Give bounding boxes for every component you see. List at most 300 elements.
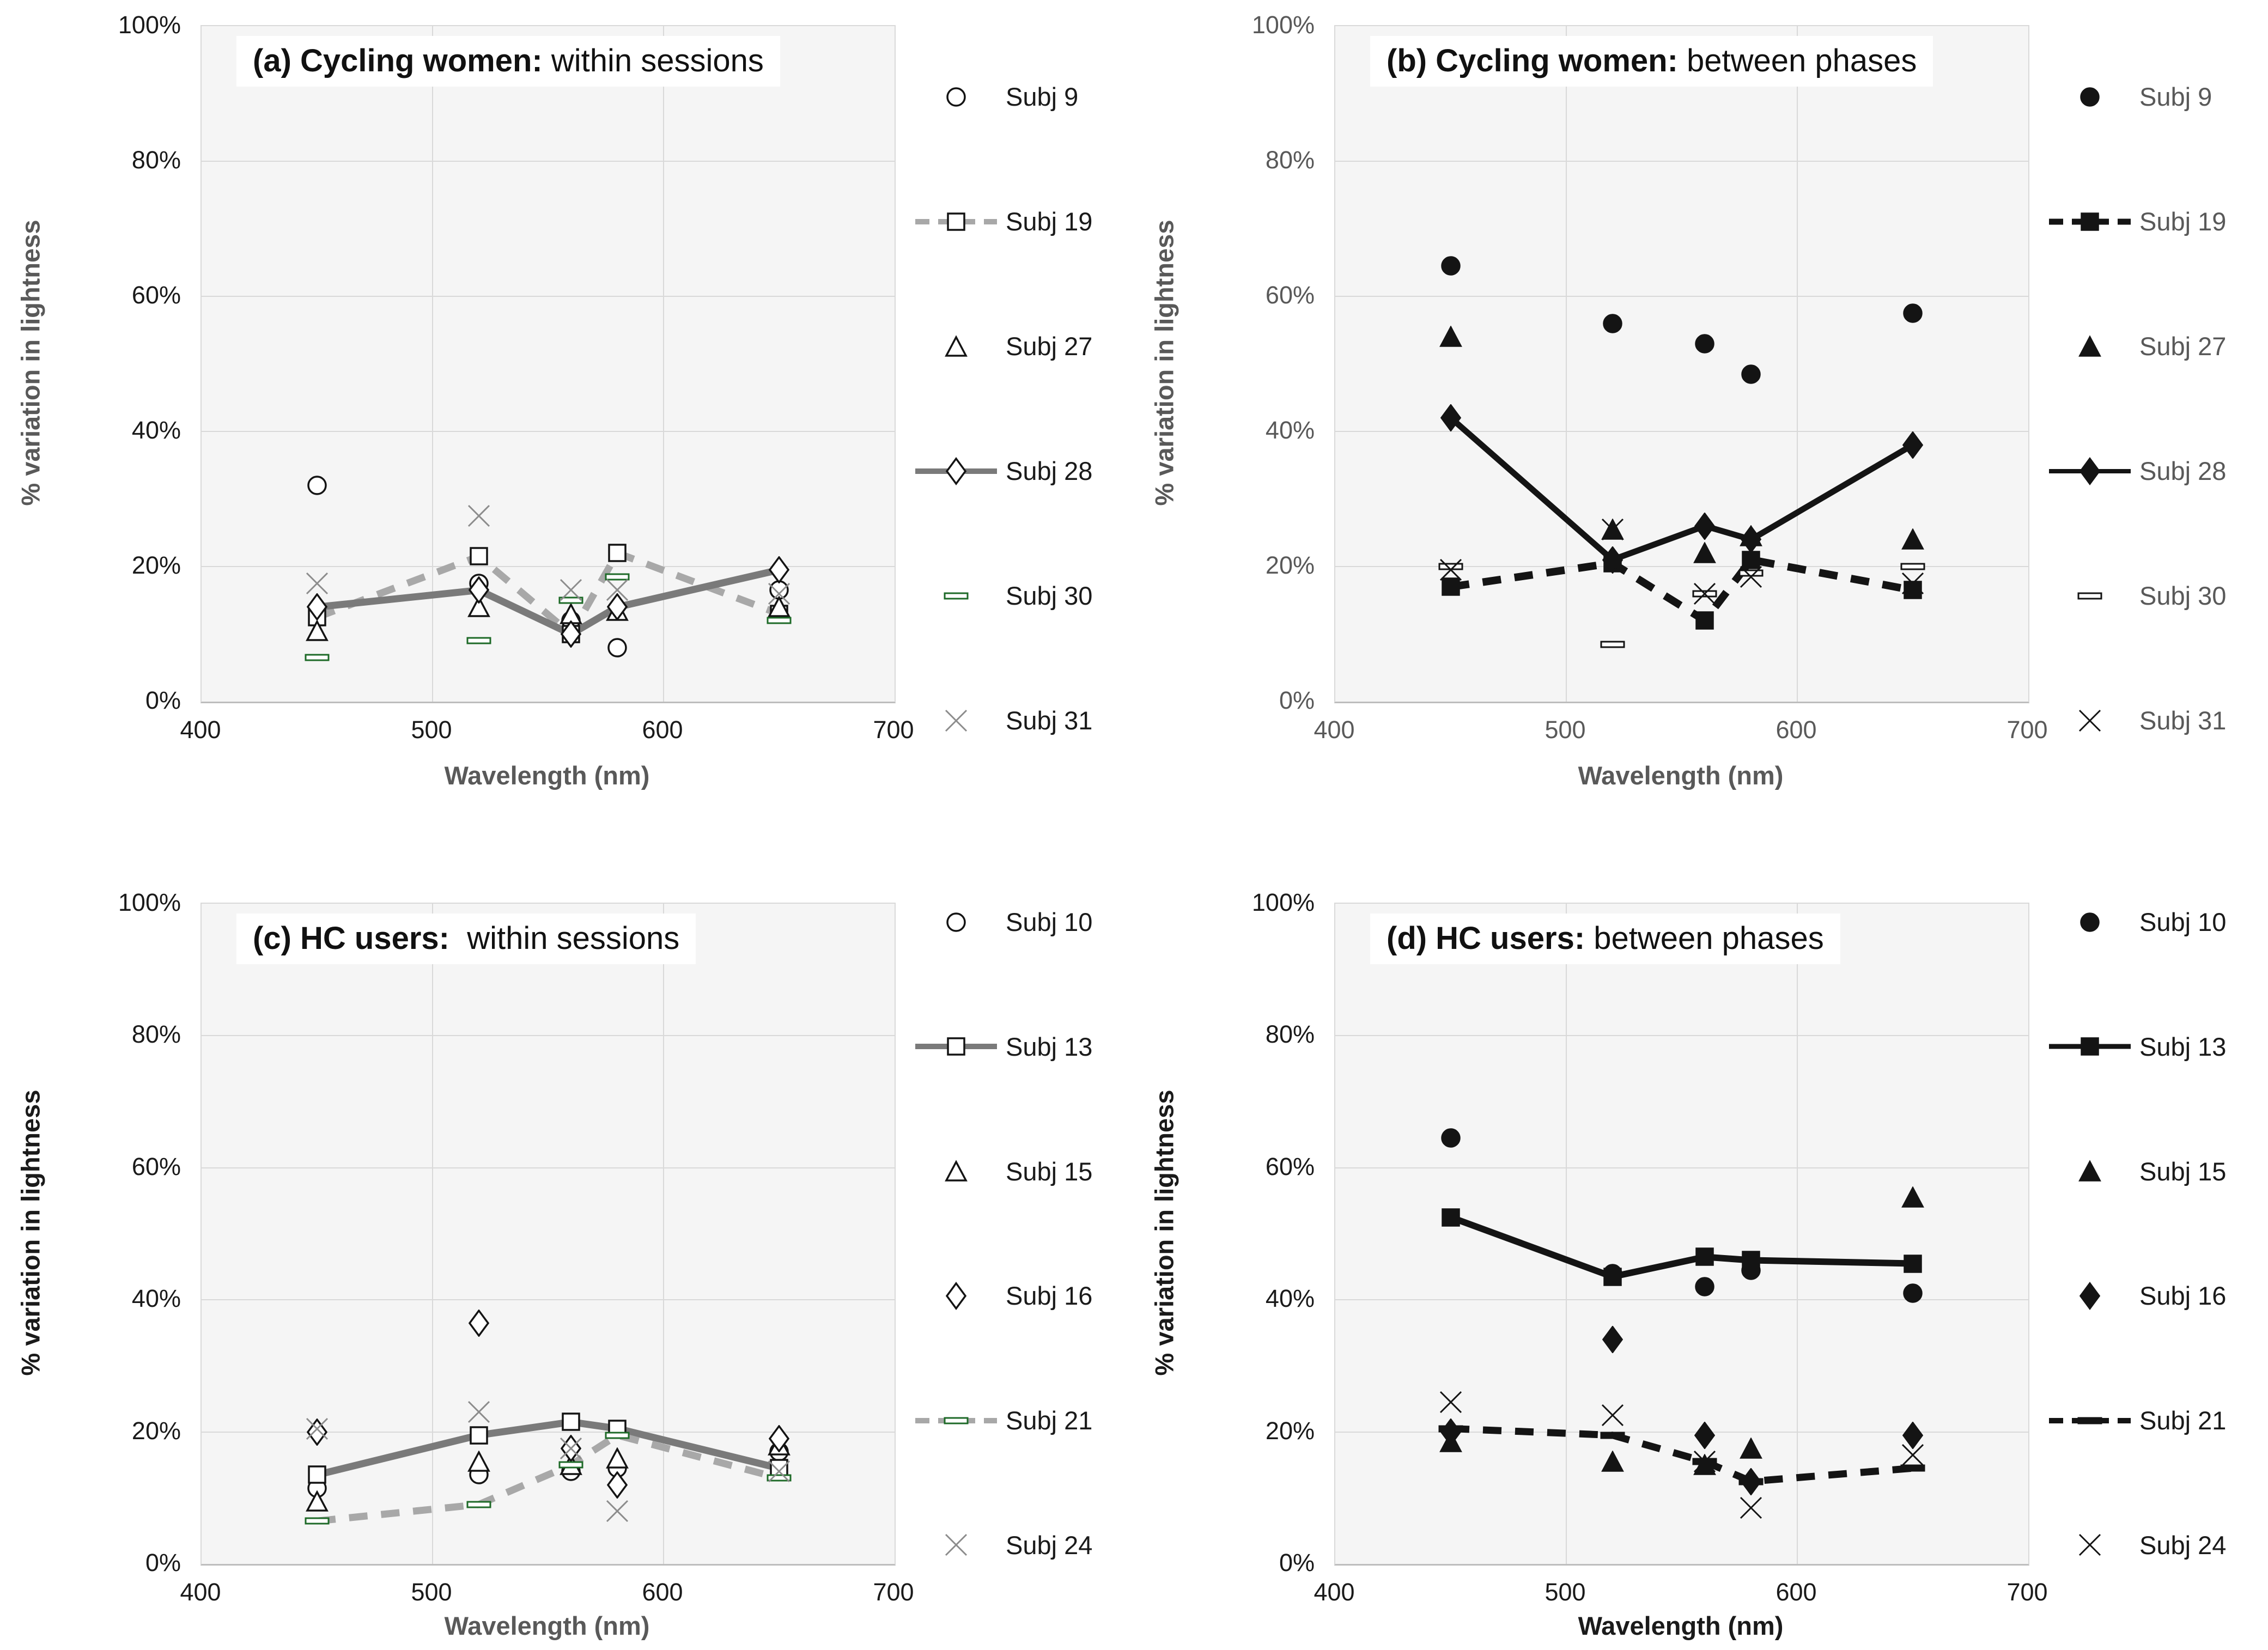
y-tick-20pct: 20% bbox=[1265, 1416, 1315, 1445]
marker-subj-21-450nm bbox=[1438, 1424, 1463, 1433]
marker-subj-9-560nm bbox=[1694, 333, 1716, 355]
legend-item-subj-27 bbox=[915, 331, 1129, 361]
marker-subj-13-520nm bbox=[469, 1426, 489, 1445]
marker-subj-28-650nm bbox=[1902, 431, 1923, 459]
marker-subj-30-650nm bbox=[1900, 563, 1925, 571]
marker-subj-24-560nm bbox=[1692, 1449, 1717, 1474]
square-marker-icon bbox=[1741, 1250, 1761, 1270]
triangle-marker-icon bbox=[306, 1490, 329, 1512]
marker-subj-10-560nm bbox=[1694, 1276, 1716, 1298]
x-marker-icon bbox=[605, 577, 630, 602]
marker-subj-24-450nm bbox=[305, 1416, 330, 1441]
legend-dash-icon-subj-21 bbox=[915, 1406, 997, 1435]
legend-x-icon-subj-24 bbox=[915, 1530, 997, 1560]
line-subj-19 bbox=[1451, 560, 1913, 621]
marker-subj-16-560nm bbox=[1694, 1422, 1715, 1449]
marker-subj-9-650nm bbox=[1902, 302, 1924, 324]
y-tick-60pct: 60% bbox=[131, 1152, 181, 1180]
legend bbox=[2049, 82, 2263, 735]
square-marker-icon bbox=[1441, 1208, 1461, 1227]
legend-label-subj-13: Subj 13 bbox=[1006, 1032, 1093, 1061]
legend-item-subj-30 bbox=[2049, 581, 2263, 611]
x-tick-500nm: 500 bbox=[1545, 1578, 1586, 1606]
legend-square-icon-subj-19 bbox=[915, 207, 997, 236]
y-axis-title: % variation in lightness bbox=[16, 1089, 45, 1376]
y-tick-100pct: 100% bbox=[1251, 888, 1315, 916]
series-lines bbox=[1335, 26, 2028, 702]
square-marker-icon bbox=[307, 1465, 327, 1484]
line-subj-28 bbox=[317, 570, 779, 634]
marker-subj-27-560nm bbox=[1693, 542, 1716, 564]
circle-marker-icon bbox=[1694, 333, 1716, 355]
square-marker-icon bbox=[1695, 611, 1714, 630]
diamond-marker-icon bbox=[561, 620, 581, 648]
y-tick-80pct: 80% bbox=[131, 1020, 181, 1049]
legend-label-subj-27: Subj 27 bbox=[1006, 332, 1093, 361]
marker-subj-24-520nm bbox=[1600, 1403, 1625, 1428]
legend-item-subj-31 bbox=[915, 705, 1129, 735]
x-tick-700nm: 700 bbox=[2006, 716, 2048, 744]
marker-subj-31-450nm bbox=[305, 571, 330, 596]
legend-label-subj-31: Subj 31 bbox=[2139, 706, 2227, 735]
legend-square-icon-subj-13 bbox=[915, 1032, 997, 1061]
marker-subj-31-560nm bbox=[1692, 581, 1717, 606]
triangle-marker-icon bbox=[1740, 1438, 1762, 1459]
legend-label-subj-28: Subj 28 bbox=[1006, 456, 1093, 485]
dash-marker-icon bbox=[305, 1517, 330, 1525]
y-axis-title: % variation in lightness bbox=[1150, 220, 1179, 506]
legend-label-subj-19: Subj 19 bbox=[2139, 207, 2227, 236]
dash-marker-icon bbox=[1738, 1477, 1764, 1485]
x-axis-title: Wavelength (nm) bbox=[444, 761, 650, 790]
dash-marker-icon bbox=[466, 1500, 491, 1508]
marker-subj-24-520nm bbox=[466, 1399, 491, 1424]
circle-marker-icon bbox=[1902, 1282, 1924, 1304]
diamond-marker-icon bbox=[1602, 546, 1623, 574]
marker-subj-9-520nm bbox=[1602, 313, 1624, 334]
panel-title bbox=[236, 914, 696, 964]
legend-label-subj-24: Subj 24 bbox=[2139, 1530, 2227, 1560]
legend-label-subj-9: Subj 9 bbox=[2139, 82, 2212, 111]
legend-label-subj-13: Subj 13 bbox=[2139, 1032, 2227, 1061]
plot-area bbox=[1334, 25, 2029, 703]
dash-marker-icon bbox=[1438, 1424, 1463, 1433]
marker-subj-30-520nm bbox=[1600, 640, 1625, 648]
legend-label-subj-21: Subj 21 bbox=[1006, 1406, 1093, 1435]
legend-item-subj-24 bbox=[2049, 1530, 2263, 1560]
panel-b-cycling-women-between-phases bbox=[1134, 0, 2268, 825]
legend-triangle-icon-subj-27 bbox=[2049, 332, 2131, 361]
legend-label-subj-21: Subj 21 bbox=[2139, 1406, 2227, 1435]
marker-subj-21-580nm bbox=[605, 1431, 630, 1439]
diamond-marker-icon bbox=[469, 1310, 489, 1337]
legend-diamond-icon-subj-16 bbox=[915, 1281, 997, 1311]
circle-marker-icon bbox=[306, 474, 328, 496]
legend-diamond-icon-subj-28 bbox=[915, 456, 997, 486]
x-marker-icon bbox=[1438, 1390, 1463, 1415]
x-marker-icon bbox=[1600, 517, 1625, 542]
x-marker-icon bbox=[767, 581, 792, 606]
legend-triangle-icon-subj-27 bbox=[915, 332, 997, 361]
diamond-marker-icon bbox=[1741, 526, 1761, 553]
marker-subj-24-580nm bbox=[605, 1499, 630, 1524]
legend bbox=[915, 907, 1129, 1560]
x-axis-title: Wavelength (nm) bbox=[1578, 761, 1784, 790]
marker-subj-24-560nm bbox=[558, 1436, 583, 1461]
marker-subj-28-450nm bbox=[1440, 404, 1461, 431]
marker-subj-21-560nm bbox=[558, 1461, 583, 1469]
triangle-marker-icon bbox=[1901, 528, 1924, 550]
diamond-marker-icon bbox=[1602, 1326, 1623, 1353]
y-tick-100pct: 100% bbox=[118, 888, 181, 916]
y-tick-0pct: 0% bbox=[1279, 686, 1315, 714]
marker-subj-24-650nm bbox=[767, 1459, 792, 1484]
legend-item-subj-31 bbox=[2049, 705, 2263, 735]
y-tick-40pct: 40% bbox=[131, 1284, 181, 1313]
legend-item-subj-15 bbox=[2049, 1156, 2263, 1186]
x-tick-700nm: 700 bbox=[873, 716, 914, 744]
legend-x-icon-subj-31 bbox=[2049, 706, 2131, 735]
circle-marker-icon bbox=[1902, 302, 1924, 324]
line-subj-13 bbox=[1451, 1217, 1913, 1277]
circle-marker-icon bbox=[1440, 1127, 1462, 1149]
triangle-marker-icon bbox=[1601, 1451, 1624, 1472]
dash-marker-icon bbox=[1900, 563, 1925, 571]
square-marker-icon bbox=[561, 1412, 581, 1432]
panel-title-bold: (b) Cycling women: bbox=[1387, 43, 1678, 78]
panel-title-bold: (a) Cycling women: bbox=[253, 43, 543, 78]
panel-title-bold: (c) HC users: bbox=[253, 921, 449, 956]
legend-dash-icon-subj-21 bbox=[2049, 1406, 2131, 1435]
x-marker-icon bbox=[1692, 581, 1717, 606]
marker-subj-13-650nm bbox=[1903, 1254, 1923, 1274]
x-tick-600nm: 600 bbox=[642, 716, 683, 744]
legend-item-subj-19 bbox=[2049, 206, 2263, 236]
marker-subj-9-580nm bbox=[606, 637, 628, 659]
diamond-marker-icon bbox=[307, 593, 327, 620]
x-tick-600nm: 600 bbox=[1776, 716, 1817, 744]
legend-label-subj-15: Subj 15 bbox=[1006, 1156, 1093, 1186]
legend-label-subj-30: Subj 30 bbox=[1006, 581, 1093, 610]
x-marker-icon bbox=[558, 577, 583, 602]
marker-subj-31-580nm bbox=[1738, 564, 1764, 589]
x-tick-400nm: 400 bbox=[180, 716, 221, 744]
marker-subj-19-560nm bbox=[1695, 611, 1714, 630]
y-tick-40pct: 40% bbox=[1265, 1284, 1315, 1313]
marker-subj-16-520nm bbox=[469, 1310, 489, 1337]
legend-diamond-icon-subj-16 bbox=[2049, 1281, 2131, 1311]
dash-marker-icon bbox=[466, 637, 491, 645]
legend-item-subj-24 bbox=[915, 1530, 1129, 1560]
dash-marker-icon bbox=[305, 654, 330, 662]
marker-subj-31-650nm bbox=[1900, 571, 1925, 596]
marker-subj-9-450nm bbox=[1440, 255, 1462, 277]
circle-marker-icon bbox=[606, 637, 628, 659]
panel-d-hc-users-between-phases bbox=[1134, 825, 2268, 1650]
marker-subj-30-520nm bbox=[466, 637, 491, 645]
y-tick-20pct: 20% bbox=[131, 1416, 181, 1445]
x-marker-icon bbox=[1438, 557, 1463, 582]
legend-label-subj-19: Subj 19 bbox=[1006, 207, 1093, 236]
y-tick-80pct: 80% bbox=[131, 146, 181, 174]
marker-subj-21-520nm bbox=[466, 1500, 491, 1508]
x-tick-500nm: 500 bbox=[411, 1578, 452, 1606]
y-tick-80pct: 80% bbox=[1265, 1020, 1315, 1049]
circle-marker-icon bbox=[1740, 363, 1762, 385]
panel-title-bold: (d) HC users: bbox=[1387, 921, 1585, 956]
dash-marker-icon bbox=[1600, 1431, 1625, 1439]
legend-label-subj-16: Subj 16 bbox=[1006, 1281, 1093, 1311]
diamond-marker-icon bbox=[607, 1471, 628, 1499]
y-tick-40pct: 40% bbox=[1265, 416, 1315, 444]
x-tick-600nm: 600 bbox=[642, 1578, 683, 1606]
x-tick-400nm: 400 bbox=[180, 1578, 221, 1606]
y-tick-20pct: 20% bbox=[1265, 551, 1315, 579]
marker-subj-13-450nm bbox=[307, 1465, 327, 1484]
square-marker-icon bbox=[469, 1426, 489, 1445]
marker-subj-10-450nm bbox=[1440, 1127, 1462, 1149]
square-marker-icon bbox=[1903, 1254, 1923, 1274]
marker-subj-19-520nm bbox=[469, 546, 489, 566]
legend-label-subj-16: Subj 16 bbox=[2139, 1281, 2227, 1311]
legend-label-subj-10: Subj 10 bbox=[1006, 908, 1093, 936]
marker-subj-27-450nm bbox=[306, 620, 329, 642]
line-subj-21 bbox=[1451, 1429, 1913, 1482]
marker-subj-15-580nm bbox=[606, 1447, 629, 1469]
legend-circle-icon-subj-9 bbox=[915, 82, 997, 112]
legend-label-subj-28: Subj 28 bbox=[2139, 456, 2227, 485]
y-tick-60pct: 60% bbox=[1265, 1152, 1315, 1180]
x-tick-700nm: 700 bbox=[873, 1578, 914, 1606]
legend-circle-icon-subj-10 bbox=[915, 908, 997, 937]
y-tick-0pct: 0% bbox=[145, 1549, 181, 1576]
legend-x-icon-subj-31 bbox=[915, 706, 997, 735]
marker-subj-27-650nm bbox=[1901, 528, 1924, 550]
y-tick-0pct: 0% bbox=[1279, 1549, 1315, 1576]
marker-subj-31-520nm bbox=[1600, 517, 1625, 542]
x-axis-title: Wavelength (nm) bbox=[1578, 1611, 1784, 1640]
triangle-marker-icon bbox=[1439, 326, 1462, 348]
marker-subj-28-580nm bbox=[1741, 526, 1761, 553]
legend-item-subj-16 bbox=[2049, 1281, 2263, 1311]
square-marker-icon bbox=[607, 543, 627, 563]
marker-subj-21-580nm bbox=[1738, 1477, 1764, 1485]
legend-label-subj-10: Subj 10 bbox=[2139, 908, 2227, 936]
legend-item-subj-13 bbox=[2049, 1032, 2263, 1062]
y-tick-20pct: 20% bbox=[131, 551, 181, 579]
x-marker-icon bbox=[767, 1459, 792, 1484]
square-marker-icon bbox=[1695, 1247, 1714, 1267]
panel-title bbox=[1370, 914, 1840, 964]
panel-title-rest: within sessions bbox=[449, 921, 680, 956]
marker-subj-15-520nm bbox=[467, 1451, 490, 1472]
dash-marker-icon bbox=[767, 617, 792, 625]
dash-marker-icon bbox=[605, 1431, 630, 1439]
marker-subj-31-650nm bbox=[767, 581, 792, 606]
legend bbox=[2049, 907, 2263, 1560]
triangle-marker-icon bbox=[467, 1451, 490, 1472]
square-marker-icon bbox=[1603, 1267, 1622, 1287]
dash-marker-icon bbox=[1600, 640, 1625, 648]
legend-label-subj-27: Subj 27 bbox=[2139, 332, 2227, 361]
panel-title-rest: between phases bbox=[1585, 921, 1824, 956]
legend-item-subj-10 bbox=[915, 907, 1129, 937]
plot-area bbox=[1334, 903, 2029, 1566]
diamond-marker-icon bbox=[1694, 513, 1715, 540]
marker-subj-13-580nm bbox=[1741, 1250, 1761, 1270]
plot-area bbox=[200, 903, 896, 1566]
legend-circle-icon-subj-10 bbox=[2049, 908, 2131, 937]
square-marker-icon bbox=[469, 546, 489, 566]
dash-marker-icon bbox=[558, 1461, 583, 1469]
panel-a-cycling-women-within-sessions bbox=[0, 0, 1134, 825]
legend-circle-icon-subj-9 bbox=[2049, 82, 2131, 112]
legend-item-subj-27 bbox=[2049, 331, 2263, 361]
x-tick-500nm: 500 bbox=[411, 716, 452, 744]
x-marker-icon bbox=[466, 1399, 491, 1424]
panel-c-hc-users-within-sessions bbox=[0, 825, 1134, 1650]
triangle-marker-icon bbox=[606, 1447, 629, 1469]
legend bbox=[915, 82, 1129, 735]
circle-marker-icon bbox=[1694, 1276, 1716, 1298]
x-marker-icon bbox=[305, 571, 330, 596]
legend-item-subj-16 bbox=[915, 1281, 1129, 1311]
marker-subj-13-520nm bbox=[1603, 1267, 1622, 1287]
marker-subj-24-580nm bbox=[1738, 1495, 1764, 1520]
legend-square-icon-subj-13 bbox=[2049, 1032, 2131, 1061]
legend-item-subj-9 bbox=[2049, 82, 2263, 112]
marker-subj-13-560nm bbox=[1695, 1247, 1714, 1267]
marker-subj-28-560nm bbox=[1694, 513, 1715, 540]
y-tick-60pct: 60% bbox=[1265, 281, 1315, 309]
marker-subj-19-580nm bbox=[607, 543, 627, 563]
legend-label-subj-15: Subj 15 bbox=[2139, 1156, 2227, 1186]
panel-title-rest: within sessions bbox=[542, 43, 764, 78]
marker-subj-24-650nm bbox=[1900, 1442, 1925, 1468]
panel-title bbox=[236, 36, 780, 87]
marker-subj-16-580nm bbox=[607, 1471, 628, 1499]
marker-subj-24-450nm bbox=[1438, 1390, 1463, 1415]
circle-marker-icon bbox=[1602, 313, 1624, 334]
x-marker-icon bbox=[1738, 1495, 1764, 1520]
x-marker-icon bbox=[305, 1416, 330, 1441]
legend-triangle-icon-subj-15 bbox=[2049, 1156, 2131, 1186]
line-subj-28 bbox=[1451, 418, 1913, 559]
y-tick-40pct: 40% bbox=[131, 416, 181, 444]
x-marker-icon bbox=[466, 503, 491, 528]
legend-label-subj-30: Subj 30 bbox=[2139, 581, 2227, 610]
y-tick-0pct: 0% bbox=[145, 686, 181, 714]
legend-item-subj-9 bbox=[915, 82, 1129, 112]
marker-subj-10-650nm bbox=[1902, 1282, 1924, 1304]
diamond-marker-icon bbox=[769, 556, 789, 583]
legend-item-subj-28 bbox=[2049, 456, 2263, 486]
triangle-marker-icon bbox=[306, 620, 329, 642]
legend-dash-icon-subj-30 bbox=[2049, 581, 2131, 611]
plot-area bbox=[200, 25, 896, 703]
marker-subj-13-450nm bbox=[1441, 1208, 1461, 1227]
x-axis-title: Wavelength (nm) bbox=[444, 1611, 650, 1640]
x-marker-icon bbox=[1900, 571, 1925, 596]
diamond-marker-icon bbox=[1902, 431, 1923, 459]
legend-item-subj-28 bbox=[915, 456, 1129, 486]
legend-label-subj-24: Subj 24 bbox=[1006, 1530, 1093, 1560]
marker-subj-16-650nm bbox=[769, 1425, 789, 1452]
marker-subj-15-520nm bbox=[1601, 1451, 1624, 1472]
x-marker-icon bbox=[1692, 1449, 1717, 1474]
legend-square-icon-subj-19 bbox=[2049, 207, 2131, 236]
y-axis-title: % variation in lightness bbox=[16, 220, 45, 506]
marker-subj-21-450nm bbox=[305, 1517, 330, 1525]
marker-subj-28-450nm bbox=[307, 593, 327, 620]
legend-item-subj-21 bbox=[2049, 1405, 2263, 1435]
panel-title bbox=[1370, 36, 1933, 87]
legend-x-icon-subj-24 bbox=[2049, 1530, 2131, 1560]
marker-subj-28-520nm bbox=[469, 576, 489, 604]
y-tick-100pct: 100% bbox=[1251, 11, 1315, 39]
triangle-marker-icon bbox=[1693, 542, 1716, 564]
marker-subj-28-520nm bbox=[1602, 546, 1623, 574]
marker-subj-30-650nm bbox=[767, 617, 792, 625]
x-marker-icon bbox=[1900, 1442, 1925, 1468]
marker-subj-16-520nm bbox=[1602, 1326, 1623, 1353]
diamond-marker-icon bbox=[1440, 404, 1461, 431]
triangle-marker-icon bbox=[1901, 1186, 1924, 1208]
marker-subj-30-450nm bbox=[305, 654, 330, 662]
x-tick-700nm: 700 bbox=[2006, 1578, 2048, 1606]
marker-subj-31-520nm bbox=[466, 503, 491, 528]
legend-label-subj-9: Subj 9 bbox=[1006, 82, 1079, 111]
y-tick-100pct: 100% bbox=[118, 11, 181, 39]
line-subj-13 bbox=[317, 1422, 779, 1475]
legend-item-subj-19 bbox=[915, 206, 1129, 236]
marker-subj-28-650nm bbox=[769, 556, 789, 583]
x-marker-icon bbox=[605, 1499, 630, 1524]
marker-subj-28-560nm bbox=[561, 620, 581, 648]
x-tick-400nm: 400 bbox=[1314, 1578, 1355, 1606]
legend-item-subj-30 bbox=[915, 581, 1129, 611]
marker-subj-31-580nm bbox=[605, 577, 630, 602]
diamond-marker-icon bbox=[769, 1425, 789, 1452]
x-marker-icon bbox=[558, 1436, 583, 1461]
legend-item-subj-10 bbox=[2049, 907, 2263, 937]
marker-subj-15-580nm bbox=[1740, 1438, 1762, 1459]
x-marker-icon bbox=[1600, 1403, 1625, 1428]
marker-subj-31-560nm bbox=[558, 577, 583, 602]
diamond-marker-icon bbox=[469, 576, 489, 604]
x-tick-400nm: 400 bbox=[1314, 716, 1355, 744]
marker-subj-9-580nm bbox=[1740, 363, 1762, 385]
diamond-marker-icon bbox=[1694, 1422, 1715, 1449]
circle-marker-icon bbox=[1440, 255, 1462, 277]
marker-subj-13-560nm bbox=[561, 1412, 581, 1432]
y-axis-title: % variation in lightness bbox=[1150, 1089, 1179, 1376]
legend-triangle-icon-subj-15 bbox=[915, 1156, 997, 1186]
marker-subj-27-450nm bbox=[1439, 326, 1462, 348]
legend-label-subj-31: Subj 31 bbox=[1006, 706, 1093, 735]
x-tick-500nm: 500 bbox=[1545, 716, 1586, 744]
y-tick-60pct: 60% bbox=[131, 281, 181, 309]
panel-title-rest: between phases bbox=[1677, 43, 1917, 78]
marker-subj-21-520nm bbox=[1600, 1431, 1625, 1439]
marker-subj-31-450nm bbox=[1438, 557, 1463, 582]
marker-subj-15-650nm bbox=[1901, 1186, 1924, 1208]
legend-item-subj-15 bbox=[915, 1156, 1129, 1186]
legend-item-subj-13 bbox=[915, 1032, 1129, 1062]
legend-diamond-icon-subj-28 bbox=[2049, 456, 2131, 486]
y-tick-80pct: 80% bbox=[1265, 146, 1315, 174]
marker-subj-15-450nm bbox=[306, 1490, 329, 1512]
